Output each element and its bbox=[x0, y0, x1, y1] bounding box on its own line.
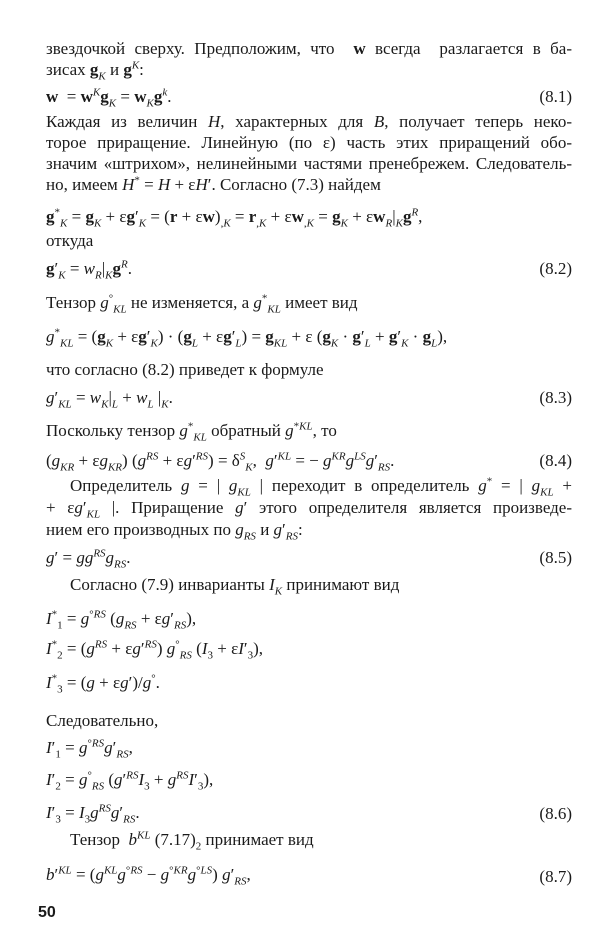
text-line-11: Определитель g = | $g_{KL}$ | переходит в определитель g* = | $g_{KL}$ + bbox=[70, 475, 572, 499]
equation-8-5: $g' = gg^{RS}g_{RS}$. bbox=[46, 547, 131, 571]
eq-number-8-1: (8.1) bbox=[539, 87, 572, 106]
equation-8-4: $(g_{KR} + \varepsilon g_{KR}) (g^{RS} + \varepsilon g'^{RS}) = \delta^S_K$, $g'^{KL}$ = − $g^{KR}g^{LS}g'_{RS}$. bbox=[46, 450, 395, 474]
text-line-1: звездочкой сверху. Предположим, что w всегда разлагается в ба- bbox=[46, 39, 572, 58]
text-line-6: но, имеем H* = H + εH′. Согласно (7.3) найдем bbox=[46, 174, 381, 194]
equation-gk-star: $g^*_K = g_K + \varepsilon g'_K = (r + \varepsilon w)_{,K} = r_{,K} + \varepsilon w_{,K} = g_K + \varepsilon w_R|_Kg^R$, bbox=[46, 206, 423, 230]
equation-8-6: $I'_3 = I_3g^{RS}g'_{RS}$. bbox=[46, 802, 140, 826]
eq-number-8-7: (8.7) bbox=[539, 867, 572, 886]
text-line-5: значим «штрихом», нелинейными частями пренебрежем. Следователь- bbox=[46, 154, 572, 173]
text-line-16: Тензор $b^{KL}$ $(7.17)_2$ принимает вид bbox=[70, 829, 314, 853]
text-line-7: откуда bbox=[46, 231, 94, 250]
text-line-12: + $\varepsilon g'_{KL}$ |. Приращение g′ этого определителя является произведе- bbox=[46, 498, 573, 521]
text-line-3: Каждая из величин H, характерных для B, получает теперь неко- bbox=[46, 112, 572, 131]
equation-gkl-star: $g^*_{KL} = (g_K + \varepsilon g'_K) \cdot (g_L + \varepsilon g'_L) = g_{KL} + \varepsilon$ $(g_K \cdot g'_L + g'_K \cdot g_L)$, bbox=[46, 326, 448, 350]
text-line-8: Тензор $g^\circ_{KL}$ не изменяется, а $g^*_{KL}$ имеет вид bbox=[46, 292, 358, 316]
eq-number-8-5: (8.5) bbox=[539, 548, 572, 567]
equation-i3-star: $I^*_3 = (g + \varepsilon g')/g^\circ$. bbox=[46, 672, 160, 696]
eq-number-8-2: (8.2) bbox=[539, 259, 572, 278]
text-line-2: зисах $g_K$ и $g^K$: bbox=[46, 59, 144, 83]
equation-i2-star: $I^*_2 = (g^{RS} + \varepsilon g'^{RS})$ $g^\circ_{RS}$ $(I_3 + \varepsilon I'_3)$, bbox=[46, 638, 264, 662]
equation-8-3: $g'_{KL} = w_K|_L + w_L$ $|_K$. bbox=[46, 388, 173, 411]
text-line-10: Поскольку тензор $g^*_{KL}$ обратный $g^{*KL}$, то bbox=[46, 420, 337, 444]
text-line-15: Следовательно, bbox=[46, 711, 159, 730]
equation-i2-prime: $I'_2 = g^\circ_{RS}$ $(g'^{RS}I_3 + g^{RS}I'_3)$, bbox=[46, 769, 214, 793]
text-line-13: нием его производных по $g_{RS}$ и $g'_{RS}$: bbox=[46, 520, 303, 543]
equation-i1-prime: $I'_1 = g^{^\circ RS}g'_{RS}$, bbox=[46, 737, 133, 761]
equation-8-7: $b'^{KL} = (g^{KL}g^{^\circ RS} - g^{^\circ KR}g^{^\circ LS})$ $g'_{RS}$, bbox=[46, 864, 251, 888]
page-number: 50 bbox=[38, 904, 56, 921]
equation-8-2: $g'_K = w_R|_Kg^R$. bbox=[46, 258, 132, 282]
text-line-9: что согласно (8.2) приведет к формуле bbox=[46, 360, 324, 379]
eq-number-8-4: (8.4) bbox=[539, 451, 572, 470]
text-line-14: Согласно (7.9) инварианты $I_K$ принимают вид bbox=[70, 575, 400, 598]
equation-8-1: $w = w^Kg_K = w_Kg^k$. bbox=[46, 86, 172, 110]
eq-number-8-3: (8.3) bbox=[539, 388, 572, 407]
text-line-4: торое приращение. Линейную (по ε) часть этих приращений обо- bbox=[46, 133, 572, 152]
equation-i1-star: $I^*_1 = g^{^\circ RS}$ $(g_{RS} + \varepsilon g'_{RS})$, bbox=[46, 608, 197, 632]
eq-number-8-6: (8.6) bbox=[539, 804, 572, 823]
